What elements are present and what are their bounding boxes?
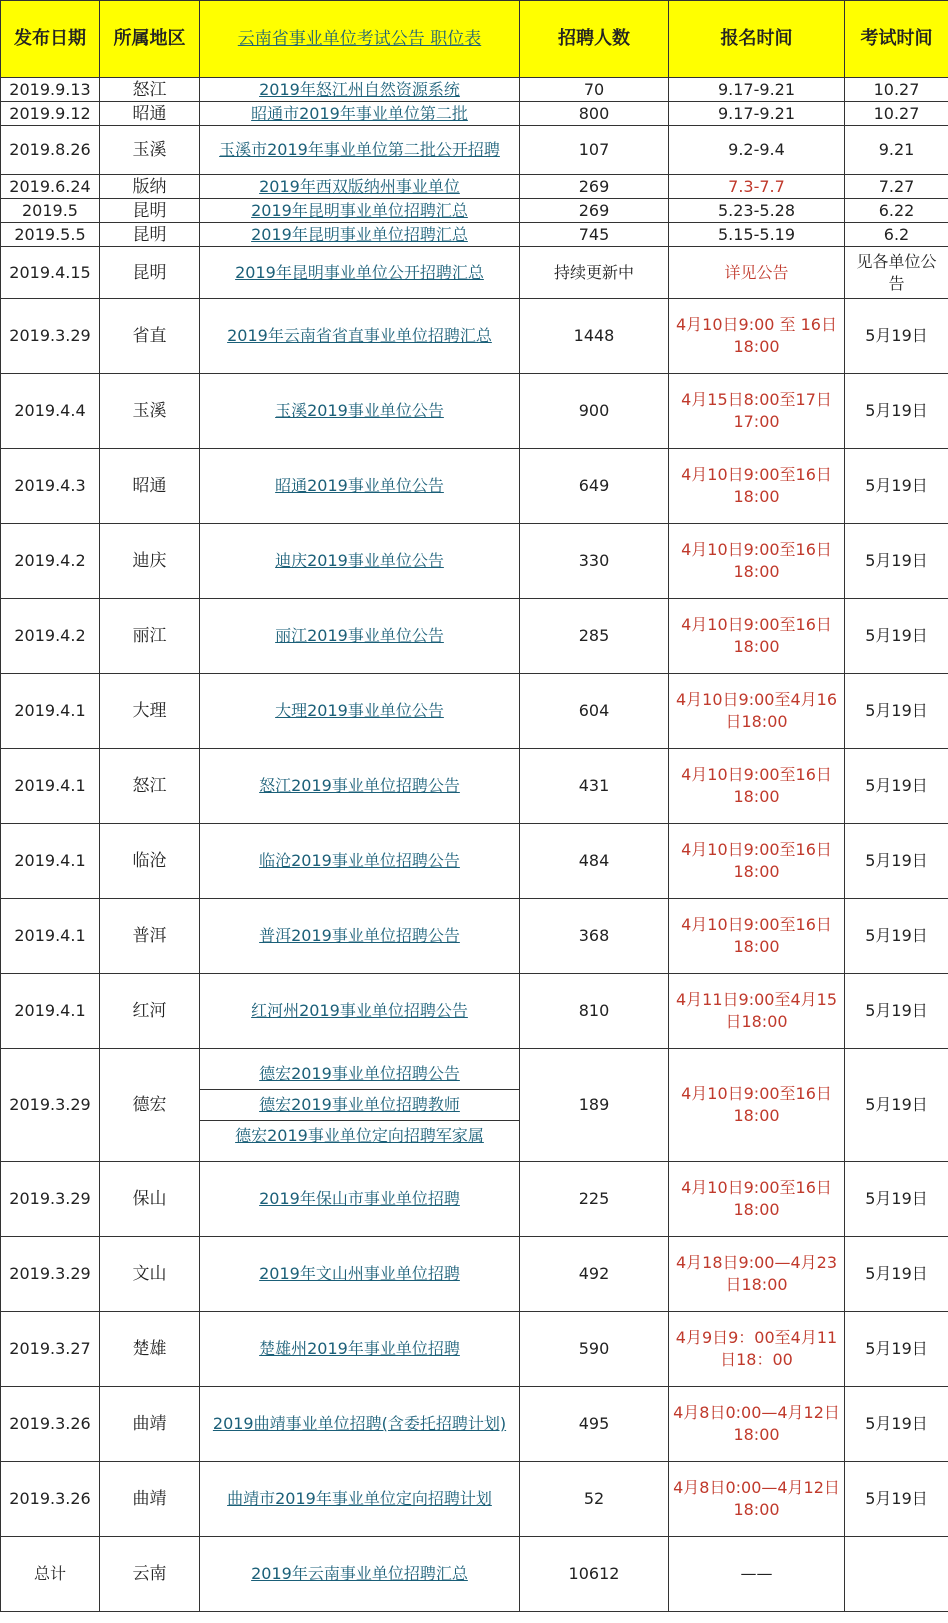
count-cell: 800: [520, 102, 669, 126]
date-cell: 2019.4.1: [1, 749, 100, 824]
count-cell: 269: [520, 175, 669, 199]
table-row: [1, 1162, 948, 1237]
date-cell: 2019.9.13: [1, 78, 100, 102]
exam-cell: 5月19日: [845, 599, 948, 674]
header-exam: 考试时间: [845, 1, 948, 78]
title-cell[interactable]: 怒江2019事业单位招聘公告: [200, 749, 520, 824]
region-cell: 昆明: [100, 223, 200, 247]
region-cell: 昆明: [100, 199, 200, 223]
date-cell: 总计: [1, 1537, 100, 1612]
date-cell: 2019.4.4: [1, 374, 100, 449]
region-cell: 昆明: [100, 247, 200, 299]
table-row: [1, 674, 948, 749]
region-cell: 昭通: [100, 449, 200, 524]
title-cell[interactable]: 丽江2019事业单位公告: [200, 599, 520, 674]
signup-cell: 9.17-9.21: [669, 102, 845, 126]
signup-cell: 4月10日9:00至16日18:00: [669, 899, 845, 974]
title-cell[interactable]: 2019年昆明事业单位招聘汇总: [200, 199, 520, 223]
table-row: [1, 374, 948, 449]
date-cell: 2019.3.29: [1, 1049, 100, 1162]
table-row: [1, 199, 948, 223]
exam-cell: 5月19日: [845, 899, 948, 974]
exam-cell: [845, 1537, 948, 1612]
count-cell: 590: [520, 1312, 669, 1387]
count-cell: 604: [520, 674, 669, 749]
date-cell: 2019.9.12: [1, 102, 100, 126]
table-row: [1, 1537, 948, 1612]
table-row: [1, 449, 948, 524]
signup-cell: 4月10日9:00至16日18:00: [669, 524, 845, 599]
count-cell: 484: [520, 824, 669, 899]
date-cell: 2019.4.15: [1, 247, 100, 299]
table-row: [1, 1049, 948, 1162]
header-title-link[interactable]: 云南省事业单位考试公告 职位表: [200, 1, 520, 78]
region-cell: 丽江: [100, 599, 200, 674]
region-cell: 玉溪: [100, 374, 200, 449]
exam-cell: 9.21: [845, 126, 948, 175]
signup-cell: 4月10日9:00 至 16日18:00: [669, 299, 845, 374]
exam-cell: 5月19日: [845, 1387, 948, 1462]
signup-cell: 4月18日9:00—4月23日18:00: [669, 1237, 845, 1312]
region-cell: 版纳: [100, 175, 200, 199]
exam-cell: 10.27: [845, 78, 948, 102]
exam-cell: 5月19日: [845, 749, 948, 824]
date-cell: 2019.4.1: [1, 899, 100, 974]
title-link[interactable]: 德宏2019事业单位招聘公告: [200, 1059, 519, 1090]
exam-cell: 5月19日: [845, 974, 948, 1049]
count-cell: 持续更新中: [520, 247, 669, 299]
table-row: [1, 1237, 948, 1312]
date-cell: 2019.4.1: [1, 974, 100, 1049]
table-row: [1, 524, 948, 599]
title-cell[interactable]: 2019年保山市事业单位招聘: [200, 1162, 520, 1237]
table-row: [1, 299, 948, 374]
exam-cell: 5月19日: [845, 299, 948, 374]
region-cell: 楚雄: [100, 1312, 200, 1387]
region-cell: 大理: [100, 674, 200, 749]
count-cell: 492: [520, 1237, 669, 1312]
region-cell: 玉溪: [100, 126, 200, 175]
date-cell: 2019.8.26: [1, 126, 100, 175]
count-cell: 225: [520, 1162, 669, 1237]
signup-cell: 4月10日9:00至16日18:00: [669, 1162, 845, 1237]
exam-cell: 7.27: [845, 175, 948, 199]
count-cell: 107: [520, 126, 669, 175]
signup-cell: 9.17-9.21: [669, 78, 845, 102]
region-cell: 普洱: [100, 899, 200, 974]
region-cell: 省直: [100, 299, 200, 374]
region-cell: 红河: [100, 974, 200, 1049]
table-row: [1, 824, 948, 899]
title-cell[interactable]: 红河州2019事业单位招聘公告: [200, 974, 520, 1049]
title-link[interactable]: 德宏2019事业单位招聘教师: [200, 1090, 519, 1121]
signup-cell: 4月11日9:00至4月15日18:00: [669, 974, 845, 1049]
exam-cell: 5月19日: [845, 449, 948, 524]
signup-cell: 4月9日9：00至4月11日18：00: [669, 1312, 845, 1387]
region-cell: 德宏: [100, 1049, 200, 1162]
title-cell[interactable]: 2019年文山州事业单位招聘: [200, 1237, 520, 1312]
count-cell: 52: [520, 1462, 669, 1537]
region-cell: 保山: [100, 1162, 200, 1237]
region-cell: 昭通: [100, 102, 200, 126]
title-cell[interactable]: 大理2019事业单位公告: [200, 674, 520, 749]
date-cell: 2019.4.3: [1, 449, 100, 524]
table-row: [1, 749, 948, 824]
table-row: [1, 1387, 948, 1462]
exam-cell: 5月19日: [845, 1049, 948, 1162]
table-row: [1, 599, 948, 674]
title-cell[interactable]: [200, 1049, 520, 1162]
date-cell: 2019.3.26: [1, 1462, 100, 1537]
title-cell[interactable]: 楚雄州2019年事业单位招聘: [200, 1312, 520, 1387]
signup-cell: 4月10日9:00至16日18:00: [669, 449, 845, 524]
header-count: 招聘人数: [520, 1, 669, 78]
title-cell[interactable]: 2019年云南事业单位招聘汇总: [200, 1537, 520, 1612]
exam-cell: 6.2: [845, 223, 948, 247]
count-cell: 70: [520, 78, 669, 102]
exam-cell: 5月19日: [845, 1237, 948, 1312]
date-cell: 2019.4.2: [1, 599, 100, 674]
table-row: [1, 223, 948, 247]
date-cell: 2019.3.26: [1, 1387, 100, 1462]
signup-cell: 9.2-9.4: [669, 126, 845, 175]
date-cell: 2019.4.1: [1, 674, 100, 749]
signup-cell: 详见公告: [669, 247, 845, 299]
signup-cell: 4月10日9:00至16日18:00: [669, 749, 845, 824]
signup-cell: 4月10日9:00至16日18:00: [669, 599, 845, 674]
count-cell: 10612: [520, 1537, 669, 1612]
region-cell: 迪庆: [100, 524, 200, 599]
title-cell[interactable]: 2019年云南省省直事业单位招聘汇总: [200, 299, 520, 374]
date-cell: 2019.5.5: [1, 223, 100, 247]
table-row: [1, 175, 948, 199]
exam-cell: 5月19日: [845, 374, 948, 449]
title-cell[interactable]: 曲靖市2019年事业单位定向招聘计划: [200, 1462, 520, 1537]
region-cell: 文山: [100, 1237, 200, 1312]
table-row: [1, 1462, 948, 1537]
region-cell: 临沧: [100, 824, 200, 899]
title-link[interactable]: 德宏2019事业单位定向招聘军家属: [235, 1126, 484, 1145]
title-cell[interactable]: 2019年怒江州自然资源系统: [200, 78, 520, 102]
signup-cell: ——: [669, 1537, 845, 1612]
region-cell: 怒江: [100, 749, 200, 824]
date-cell: 2019.3.29: [1, 299, 100, 374]
count-cell: 745: [520, 223, 669, 247]
table-row: [1, 247, 948, 299]
count-cell: 810: [520, 974, 669, 1049]
header-region: 所属地区: [100, 1, 200, 78]
title-cell[interactable]: 昭通2019事业单位公告: [200, 449, 520, 524]
title-cell[interactable]: 玉溪2019事业单位公告: [200, 374, 520, 449]
table-row: [1, 78, 948, 102]
signup-cell: 5.15-5.19: [669, 223, 845, 247]
signup-cell: 7.3-7.7: [669, 175, 845, 199]
count-cell: 285: [520, 599, 669, 674]
signup-cell: 4月8日0:00—4月12日18:00: [669, 1462, 845, 1537]
signup-cell: 4月15日8:00至17日17:00: [669, 374, 845, 449]
exam-cell: 5月19日: [845, 674, 948, 749]
date-cell: 2019.4.1: [1, 824, 100, 899]
title-cell[interactable]: 2019年昆明事业单位公开招聘汇总: [200, 247, 520, 299]
table-row: [1, 1312, 948, 1387]
region-cell: 云南: [100, 1537, 200, 1612]
exam-cell: 5月19日: [845, 1462, 948, 1537]
exam-cell: 10.27: [845, 102, 948, 126]
exam-cell: 见各单位公告: [845, 247, 948, 299]
signup-cell: 4月10日9:00至16日18:00: [669, 824, 845, 899]
header-row: [1, 1, 948, 78]
title-cell[interactable]: 临沧2019事业单位招聘公告: [200, 824, 520, 899]
date-cell: 2019.3.29: [1, 1237, 100, 1312]
count-cell: 330: [520, 524, 669, 599]
signup-cell: 4月10日9:00至16日18:00: [669, 1049, 845, 1162]
title-cell[interactable]: 2019曲靖事业单位招聘(含委托招聘计划): [200, 1387, 520, 1462]
region-cell: 曲靖: [100, 1462, 200, 1537]
title-cell[interactable]: 普洱2019事业单位招聘公告: [200, 899, 520, 974]
count-cell: 900: [520, 374, 669, 449]
header-signup: 报名时间: [669, 1, 845, 78]
title-cell[interactable]: 玉溪市2019年事业单位第二批公开招聘: [200, 126, 520, 175]
count-cell: 269: [520, 199, 669, 223]
table-row: [1, 974, 948, 1049]
region-cell: 怒江: [100, 78, 200, 102]
exam-cell: 5月19日: [845, 824, 948, 899]
signup-cell: 4月10日9:00至4月16日18:00: [669, 674, 845, 749]
exam-cell: 5月19日: [845, 1162, 948, 1237]
count-cell: 189: [520, 1049, 669, 1162]
exam-cell: 6.22: [845, 199, 948, 223]
count-cell: 431: [520, 749, 669, 824]
signup-cell: 5.23-5.28: [669, 199, 845, 223]
date-cell: 2019.5: [1, 199, 100, 223]
region-cell: 曲靖: [100, 1387, 200, 1462]
header-date: 发布日期: [1, 1, 100, 78]
date-cell: 2019.6.24: [1, 175, 100, 199]
title-cell[interactable]: 2019年西双版纳州事业单位: [200, 175, 520, 199]
table-row: [1, 102, 948, 126]
title-cell[interactable]: 昭通市2019年事业单位第二批: [200, 102, 520, 126]
exam-cell: 5月19日: [845, 524, 948, 599]
signup-cell: 4月8日0:00—4月12日18:00: [669, 1387, 845, 1462]
title-cell[interactable]: 迪庆2019事业单位公告: [200, 524, 520, 599]
date-cell: 2019.3.29: [1, 1162, 100, 1237]
table-row: [1, 899, 948, 974]
title-cell[interactable]: 2019年昆明事业单位招聘汇总: [200, 223, 520, 247]
date-cell: 2019.3.27: [1, 1312, 100, 1387]
table-body: [1, 78, 948, 1612]
count-cell: 368: [520, 899, 669, 974]
count-cell: 495: [520, 1387, 669, 1462]
count-cell: 649: [520, 449, 669, 524]
table-row: [1, 126, 948, 175]
date-cell: 2019.4.2: [1, 524, 100, 599]
count-cell: 1448: [520, 299, 669, 374]
exam-cell: 5月19日: [845, 1312, 948, 1387]
